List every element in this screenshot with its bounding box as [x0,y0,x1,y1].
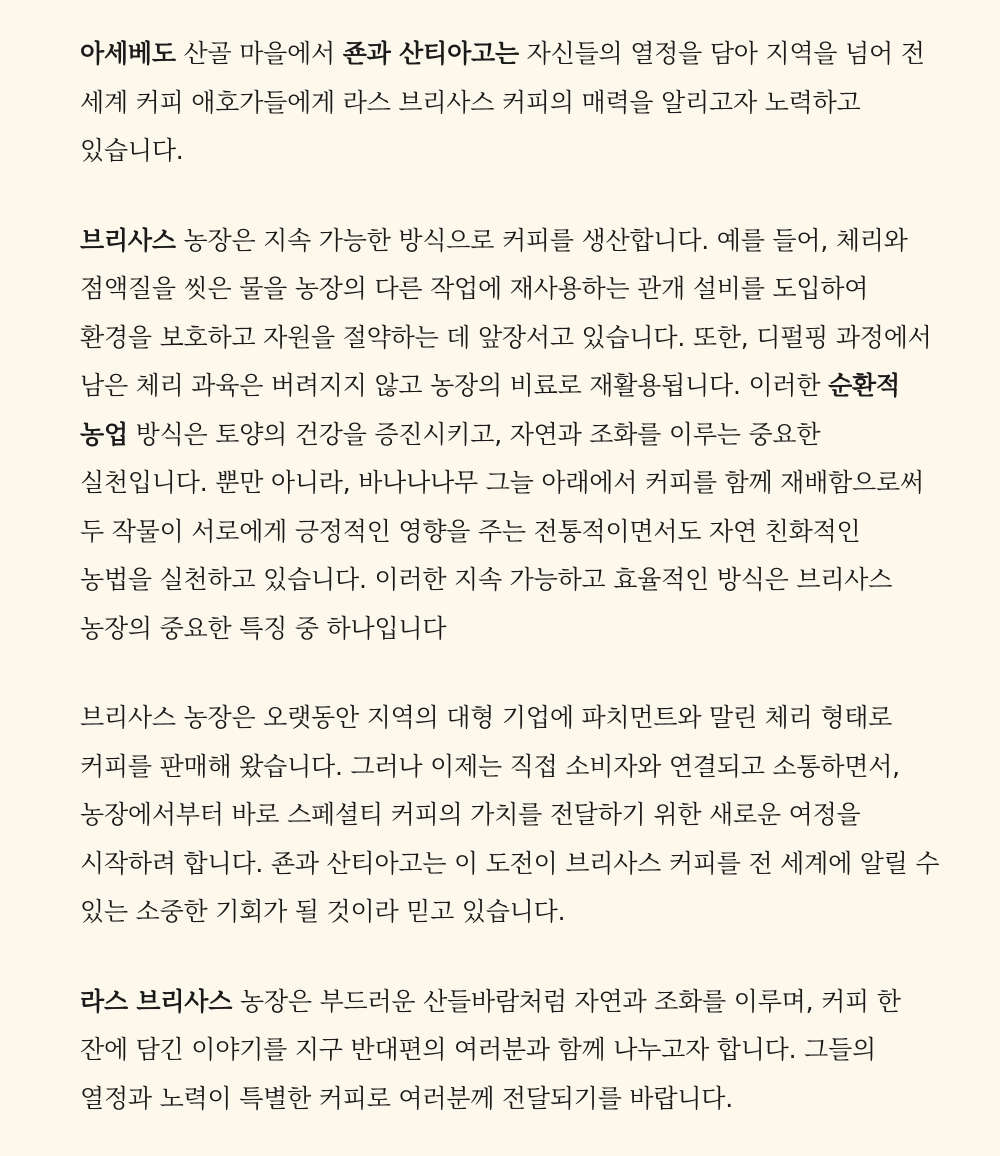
paragraph-closing [80,978,940,1124]
paragraph-intro [80,30,940,176]
paragraph-text: 방식은 토양의 건강을 증진시키고, 자연과 조화를 이루는 중요한 실천입니다. 뿐만 아니라, 바나나나무 그늘 아래에서 커피를 함께 재배함으로써 두 작물이 서로에게 긍정적인 영향을 주는 전통적이면서도 자연 친화적인 농법을 실천하고 있습니다. 이러한 지속 가능하고 효율적인 방식은 브리사스 농장의 중요한 특징 중 하나입니다 [80,419,924,643]
paragraph-text: 자신들의 열정을 담아 지역을 넘어 전 세계 커피 애호가들에게 라스 브리사스 커피의 매력을 알리고자 노력하고 있습니다. [80,39,925,165]
farm-name-brisas: 브리사스 [80,225,176,255]
paragraph-text: 농장은 지속 가능한 방식으로 커피를 생산합니다. 예를 들어, 체리와 점액질을 씻은 물을 농장의 다른 작업에 재사용하는 관개 설비를 도입하여 환경을 보호하고 자원을 절약하는 데 앞장서고 있습니다. 또한, 디펄핑 과정에서 남은 체리 과육은 버려지지 않고 농장의 비료로 재활용됩니다. 이러한 [80,225,932,400]
paragraph-text: 농장은 부드러운 산들바람처럼 자연과 조화를 이루며, 커피 한 잔에 담긴 이야기를 지구 반대편의 여러분과 함께 나누고자 합니다. 그들의 열정과 노력이 특별한 커피로 여러분께 전달되기를 바랍니다. [80,986,901,1113]
paragraph-text: 브리사스 농장은 오랫동안 지역의 대형 기업에 파치먼트와 말린 체리 형태로 커피를 판매해 왔습니다. 그러나 이제는 직접 소비자와 연결되고 소통하면서, 농장에서부터 바로 스페셜티 커피의 가치를 전달하기 위한 새로운 여정을 시작하려 합니다. 죤과 산티아고는 이 도전이 브리사스 커피를 전 세계에 알릴 수 있는 소중한 기회가 될 것이라 믿고 있습니다. [80,703,940,926]
farm-name-las-brisas: 라스 브리사스 [80,986,233,1016]
circular-farming-term: 순환적 농업 [80,371,900,449]
names-john-santiago: 죤과 산티아고는 [342,39,519,68]
paragraph-text: 산골 마을에서 [175,39,343,68]
paragraph-direct-trade [80,694,940,937]
place-name-acevedo: 아세베도 [80,39,176,68]
paragraph-sustainability [80,217,940,654]
